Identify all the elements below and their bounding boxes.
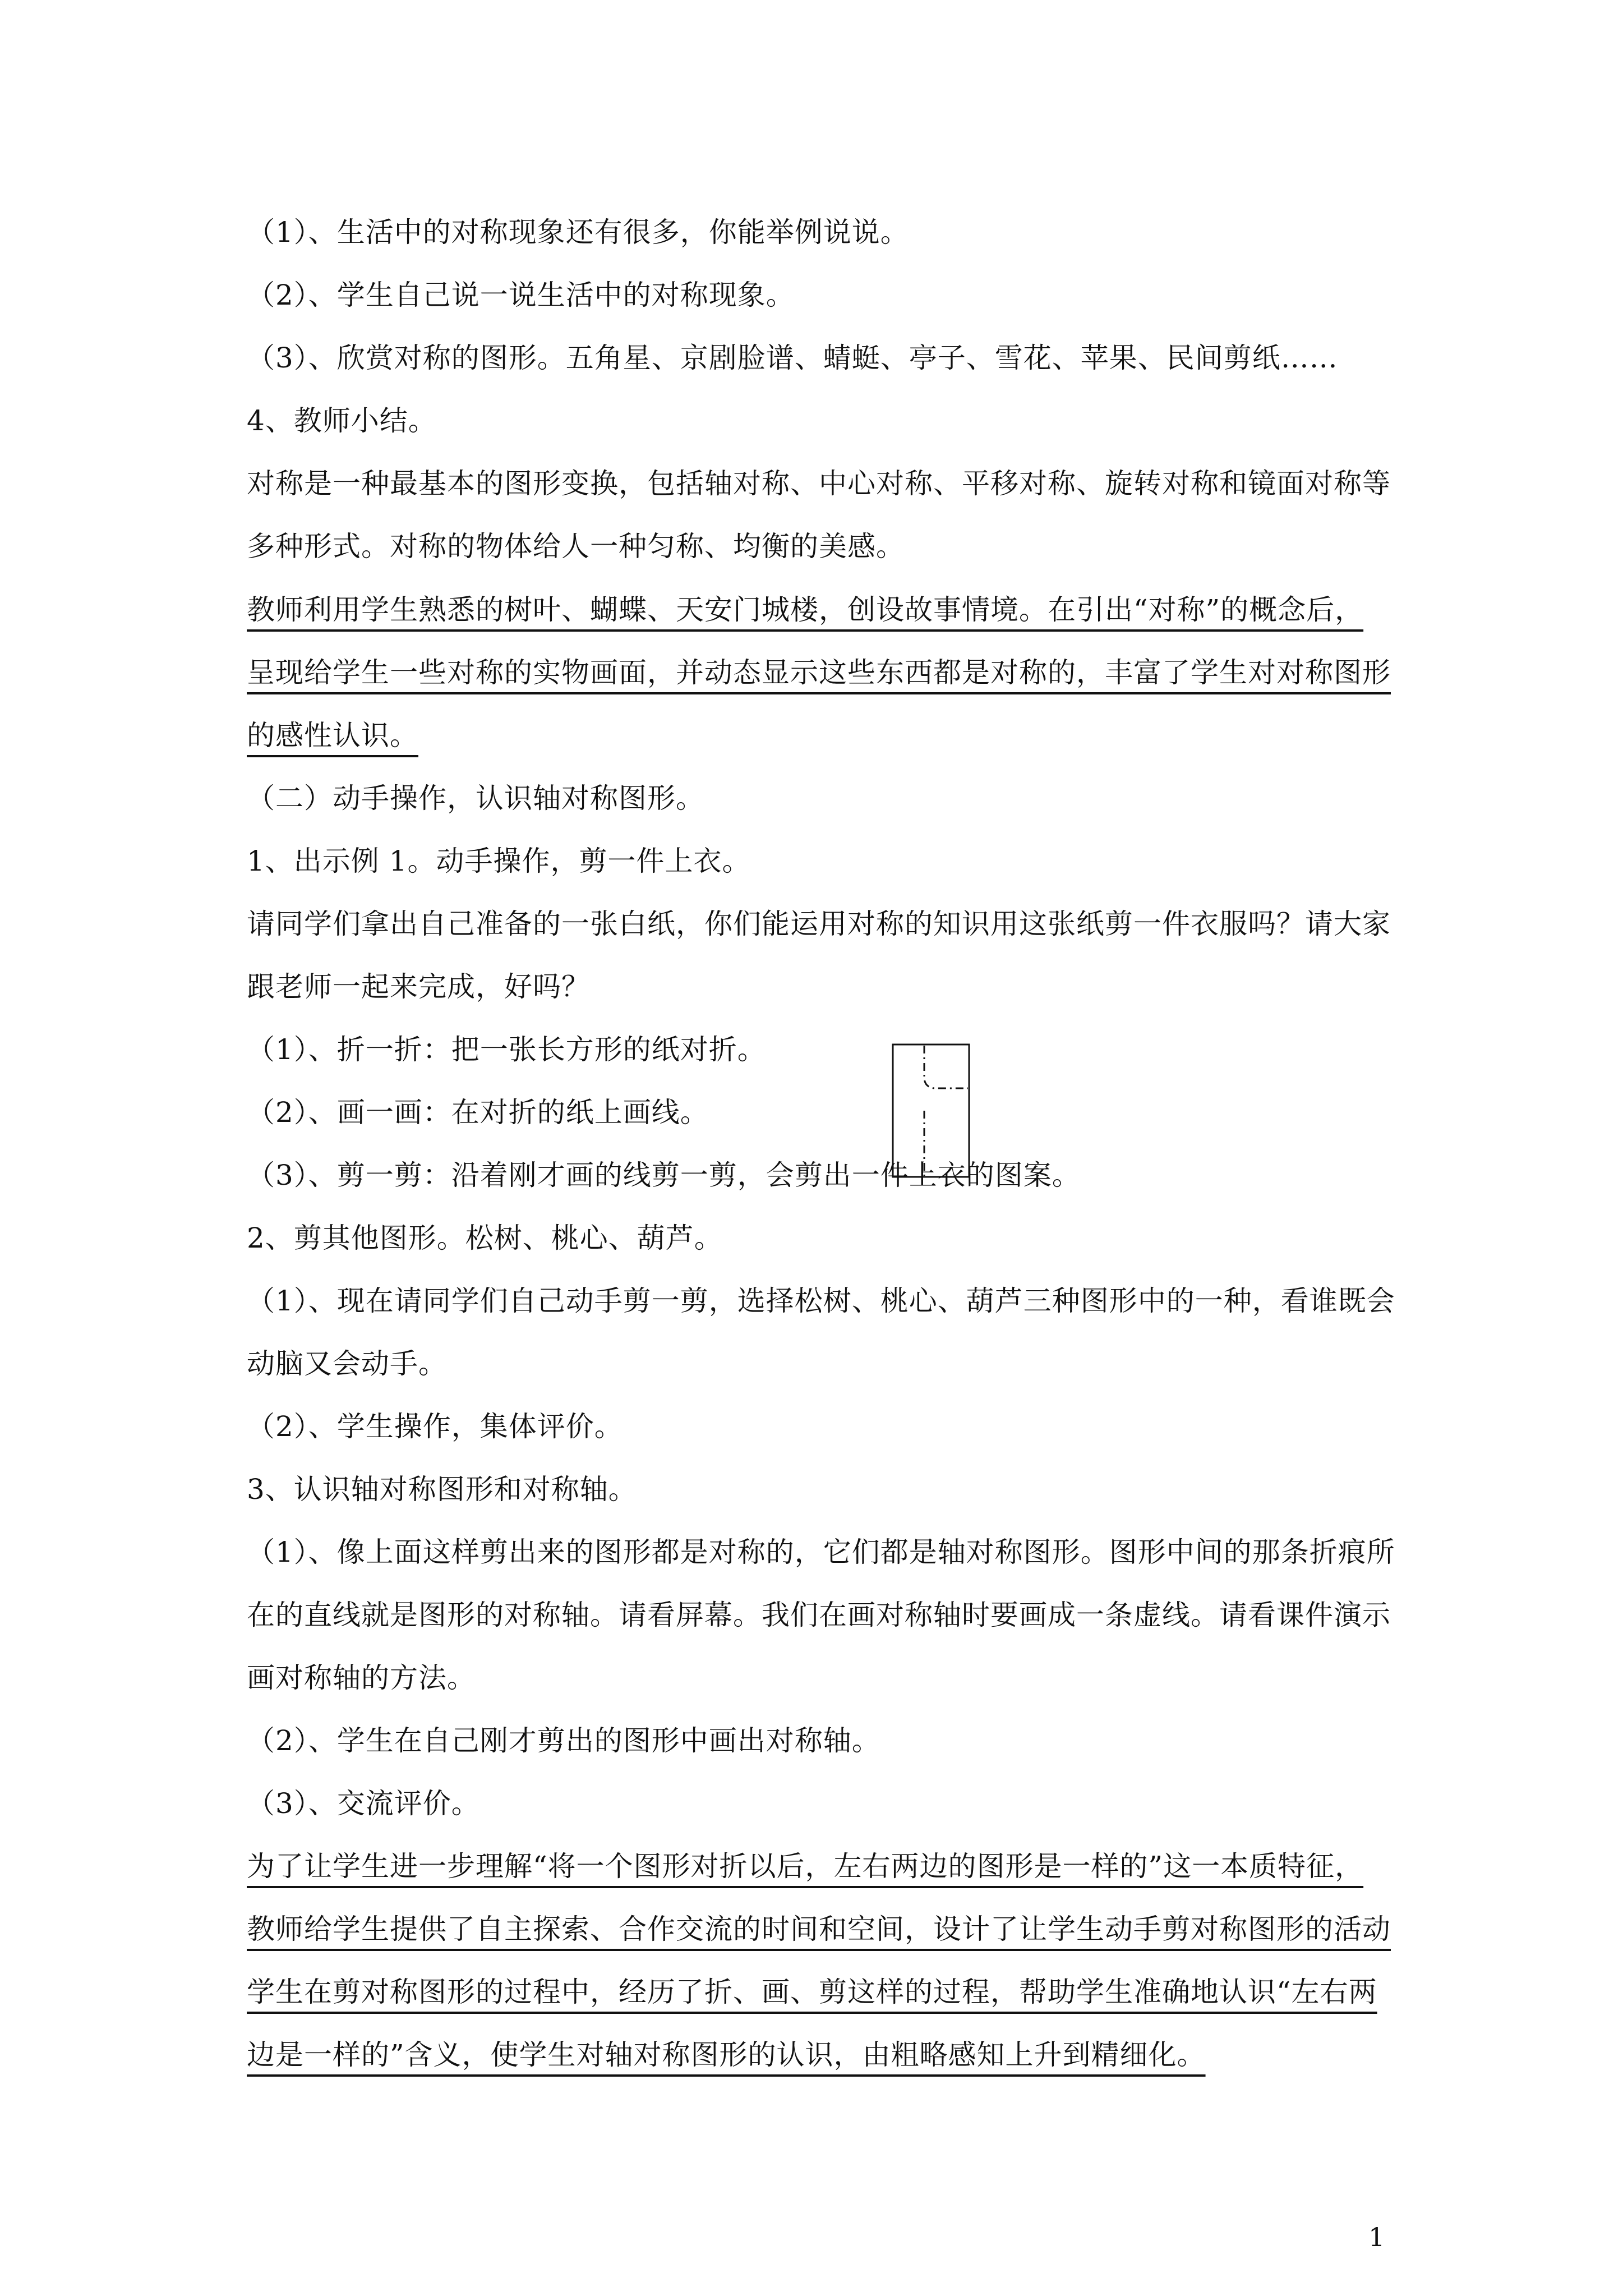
paragraph-line: （2）、学生操作，集体评价。: [247, 1410, 623, 1443]
paragraph-line: 在的直线就是图形的对称轴。请看屏幕。我们在画对称轴时要画成一条虚线。请看课件演示: [247, 1599, 1391, 1631]
commentary-line: 教师给学生提供了自主探索、合作交流的时间和空间，设计了让学生动手剪对称图形的活动: [247, 1913, 1391, 1945]
paragraph-line: （1）、折一折：把一张长方形的纸对折。: [247, 1033, 766, 1066]
commentary-line: 呈现给学生一些对称的实物画面，并动态显示这些东西都是对称的，丰富了学生对对称图形: [247, 656, 1391, 689]
paragraph-line: 多种形式。对称的物体给人一种匀称、均衡的美感。: [247, 530, 905, 563]
paragraph-line: （2）、学生自己说一说生活中的对称现象。: [247, 279, 795, 311]
paragraph-line: （3）、剪一剪：沿着刚才画的线剪一剪，会剪出一件上衣的图案。: [247, 1159, 1081, 1191]
paragraph-line: 对称是一种最基本的图形变换，包括轴对称、中心对称、平移对称、旋转对称和镜面对称等: [247, 467, 1391, 500]
paragraph-line: （2）、画一画：在对折的纸上画线。: [247, 1096, 709, 1129]
paragraph-line: （1）、像上面这样剪出来的图形都是对称的，它们都是轴对称图形。图形中间的那条折痕所: [247, 1536, 1395, 1568]
commentary-line: 的感性认识。: [247, 719, 418, 752]
paragraph-line: （1）、生活中的对称现象还有很多，你能举例说说。: [247, 216, 909, 249]
folded-paper-outline: [893, 1045, 969, 1177]
section-heading: 1、出示例 1。动手操作，剪一件上衣。: [247, 845, 751, 877]
section-heading: 2、剪其他图形。松树、桃心、葫芦。: [247, 1222, 723, 1254]
paragraph-line: 画对称轴的方法。: [247, 1662, 476, 1694]
commentary-line: 边是一样的”含义，使学生对轴对称图形的认识，由粗略感知上升到精细化。: [247, 2039, 1206, 2071]
commentary-line: 教师利用学生熟悉的树叶、蝴蝶、天安门城楼，创设故事情境。在引出“对称”的概念后，: [247, 593, 1364, 626]
paragraph-line: （1）、现在请同学们自己动手剪一剪，选择松树、桃心、葫芦三种图形中的一种，看谁既会: [247, 1285, 1395, 1317]
commentary-line: 为了让学生进一步理解“将一个图形对折以后，左右两边的图形是一样的”这一本质特征，: [247, 1850, 1364, 1883]
section-heading: 4、教师小结。: [247, 404, 437, 437]
paragraph-line: 请同学们拿出自己准备的一张白纸，你们能运用对称的知识用这张纸剪一件衣服吗？请大家: [247, 908, 1391, 940]
folded-paper-diagram: [892, 1043, 970, 1178]
cut-line: [924, 1046, 968, 1088]
page-number: 1: [1368, 2222, 1385, 2252]
commentary-line: 学生在剪对称图形的过程中，经历了折、画、剪这样的过程，帮助学生准确地认识“左右两: [247, 1976, 1377, 2008]
paragraph-line: 跟老师一起来完成，好吗？: [247, 970, 590, 1003]
section-heading: （二）动手操作，认识轴对称图形。: [247, 782, 704, 815]
section-heading: 3、认识轴对称图形和对称轴。: [247, 1473, 637, 1506]
paragraph-line: （3）、欣赏对称的图形。五角星、京剧脸谱、蜻蜓、亭子、雪花、苹果、民间剪纸……: [247, 342, 1338, 374]
paragraph-line: （3）、交流评价。: [247, 1787, 480, 1820]
paragraph-line: （2）、学生在自己刚才剪出的图形中画出对称轴。: [247, 1724, 880, 1757]
paragraph-line: 动脑又会动手。: [247, 1347, 447, 1380]
